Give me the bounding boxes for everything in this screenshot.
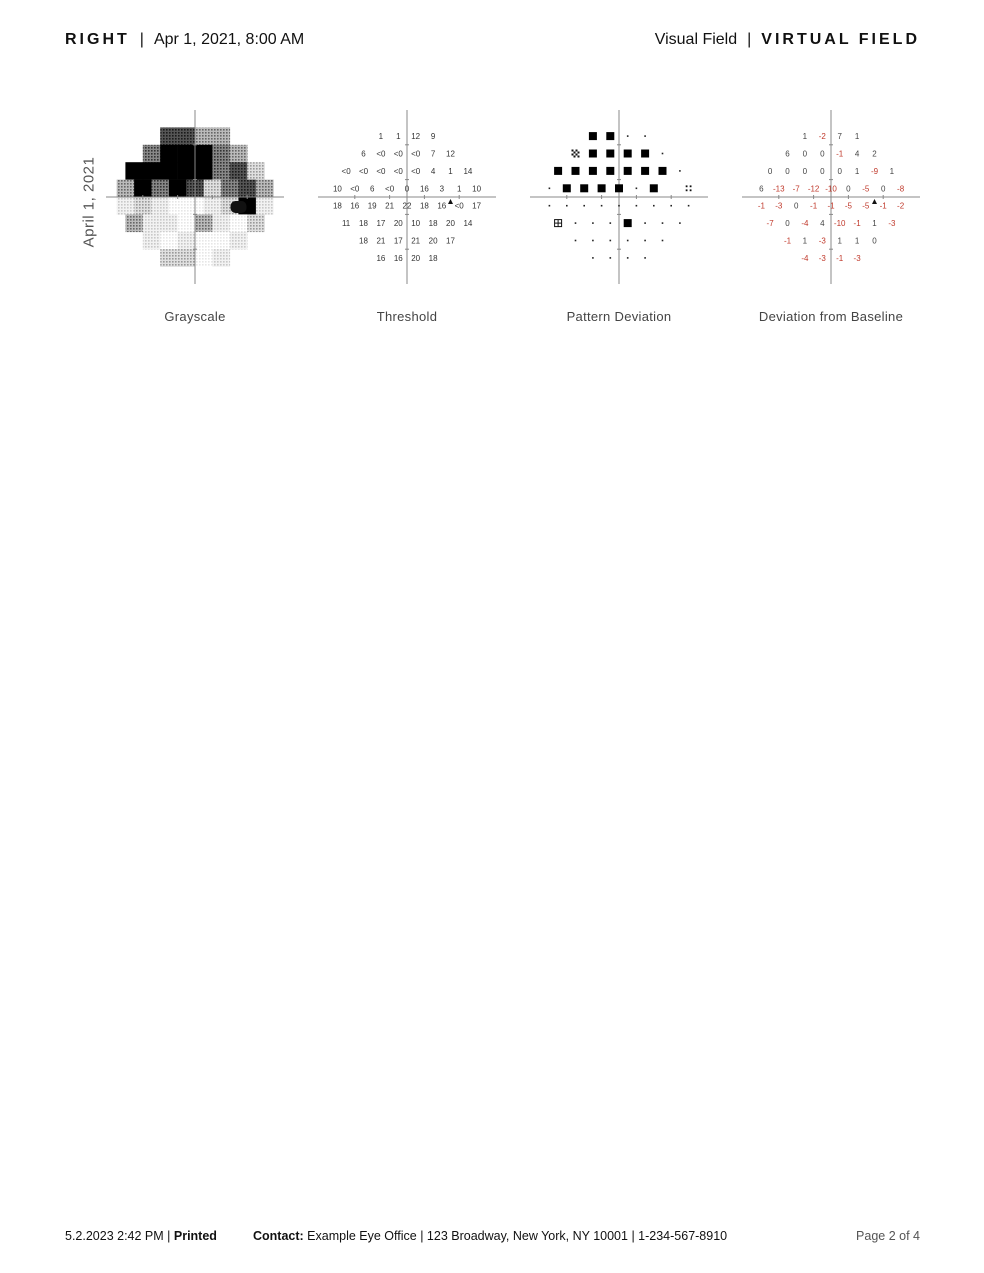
grayscale-cell bbox=[221, 180, 239, 198]
deviation-baseline-caption: Deviation from Baseline bbox=[758, 309, 904, 324]
probability-symbol-normal bbox=[575, 240, 577, 242]
symbol-cell bbox=[574, 152, 576, 154]
baseline-value: -5 bbox=[862, 201, 870, 211]
symbol-dot bbox=[686, 185, 688, 187]
printed-label: Printed bbox=[173, 1229, 217, 1243]
threshold-value: 3 bbox=[439, 184, 445, 194]
threshold-value: <0 bbox=[385, 184, 395, 194]
probability-symbol-normal bbox=[618, 205, 620, 207]
grayscale-cell bbox=[160, 127, 178, 145]
grayscale-cell bbox=[143, 145, 161, 163]
probability-symbol-p05 bbox=[572, 167, 580, 175]
grayscale-cell bbox=[212, 145, 230, 163]
baseline-value: -4 bbox=[801, 219, 809, 229]
grayscale-cell bbox=[204, 197, 222, 215]
grayscale-cell bbox=[178, 145, 196, 163]
threshold-value: 9 bbox=[430, 132, 436, 142]
baseline-value: -1 bbox=[879, 201, 887, 211]
baseline-value: -1 bbox=[783, 236, 792, 246]
symbol-dot bbox=[690, 185, 692, 187]
probability-symbol-p05 bbox=[659, 167, 667, 175]
probability-symbol-normal bbox=[662, 222, 664, 224]
threshold-value: 1 bbox=[456, 184, 462, 194]
baseline-value: 0 bbox=[846, 184, 851, 194]
header-right bbox=[655, 30, 920, 50]
threshold-value: 12 bbox=[411, 132, 421, 142]
threshold-value: 16 bbox=[376, 253, 386, 263]
grayscale-cell bbox=[160, 232, 178, 250]
threshold-value: 1 bbox=[378, 132, 384, 142]
probability-symbol-normal bbox=[627, 135, 629, 137]
probability-symbol-normal bbox=[592, 222, 594, 224]
pattern-deviation-caption: Pattern Deviation bbox=[566, 309, 672, 324]
grayscale-cell bbox=[212, 214, 230, 232]
pattern-deviation-plot bbox=[530, 108, 708, 286]
baseline-value: 0 bbox=[880, 184, 886, 194]
probability-symbol-normal bbox=[688, 205, 690, 207]
probability-symbol-normal bbox=[679, 170, 681, 172]
threshold-value: <0 bbox=[358, 166, 369, 176]
threshold-value: 12 bbox=[446, 149, 455, 159]
baseline-value: 0 bbox=[785, 219, 790, 229]
grayscale-cell bbox=[212, 232, 230, 250]
probability-symbol-p05 bbox=[641, 167, 649, 175]
baseline-value: -4 bbox=[801, 253, 809, 263]
probability-symbol-p05 bbox=[554, 167, 562, 175]
symbol-dot bbox=[686, 189, 688, 191]
threshold-value: 6 bbox=[369, 184, 375, 194]
grayscale-cell bbox=[256, 197, 274, 215]
threshold-value: 18 bbox=[359, 236, 368, 246]
threshold-value: 20 bbox=[411, 253, 421, 263]
baseline-value: 1 bbox=[854, 166, 860, 176]
probability-symbol-p1 bbox=[572, 150, 580, 158]
baseline-value: -10 bbox=[825, 184, 837, 194]
probability-symbol-p05 bbox=[606, 150, 614, 158]
probability-symbol-p05 bbox=[589, 167, 597, 175]
baseline-value: -1 bbox=[836, 253, 844, 263]
grayscale-cell bbox=[212, 127, 230, 145]
probability-symbol-p05 bbox=[606, 132, 614, 140]
baseline-value: -5 bbox=[862, 184, 870, 194]
page-number: Page 2 of 4 bbox=[856, 1229, 920, 1243]
baseline-value: -1 bbox=[827, 201, 835, 211]
baseline-value: 1 bbox=[837, 236, 842, 246]
threshold-value: <0 bbox=[376, 166, 386, 176]
threshold-value: 0 bbox=[404, 184, 410, 194]
probability-symbol-normal bbox=[627, 257, 629, 259]
probability-symbol-normal bbox=[653, 205, 655, 207]
grayscale-cell bbox=[195, 249, 213, 267]
probability-symbol-normal bbox=[644, 222, 646, 224]
grayscale-cell bbox=[143, 232, 161, 250]
grayscale-cell bbox=[178, 249, 196, 267]
baseline-value: 6 bbox=[759, 184, 764, 194]
probability-symbol-p2 bbox=[555, 220, 562, 227]
threshold-value: <0 bbox=[411, 149, 421, 159]
symbol-dot bbox=[690, 189, 692, 191]
probability-symbol-normal bbox=[549, 188, 551, 190]
baseline-value: 0 bbox=[785, 166, 790, 176]
baseline-value: 0 bbox=[793, 201, 799, 211]
baseline-value: -8 bbox=[897, 184, 905, 194]
threshold-value: <0 bbox=[454, 201, 464, 211]
baseline-value: -10 bbox=[833, 219, 846, 229]
probability-symbol-normal bbox=[662, 240, 664, 242]
threshold-value: 10 bbox=[332, 184, 342, 194]
baseline-value: -13 bbox=[773, 184, 785, 194]
grayscale-cell bbox=[178, 214, 196, 232]
baseline-value: -1 bbox=[853, 219, 861, 229]
grayscale-cell bbox=[169, 180, 187, 198]
threshold-value: 16 bbox=[393, 253, 403, 263]
probability-symbol-normal bbox=[592, 240, 594, 242]
baseline-value: 7 bbox=[837, 132, 842, 142]
threshold-value: 4 bbox=[430, 166, 436, 176]
probability-symbol-p05 bbox=[589, 132, 597, 140]
grayscale-cell bbox=[152, 197, 170, 215]
grayscale-cell bbox=[178, 162, 196, 180]
threshold-value: 16 bbox=[350, 201, 360, 211]
probability-symbol-normal bbox=[627, 240, 629, 242]
baseline-value: 4 bbox=[854, 149, 860, 159]
deviation-from-baseline-plot bbox=[742, 108, 920, 286]
symbol-cell bbox=[576, 150, 578, 152]
grayscale-cell bbox=[178, 127, 196, 145]
baseline-value: -3 bbox=[818, 253, 826, 263]
grayscale-cell bbox=[125, 162, 143, 180]
grayscale-cell bbox=[169, 197, 187, 215]
baseline-value: -2 bbox=[897, 201, 905, 211]
symbol-cell bbox=[572, 150, 574, 152]
baseline-value: -12 bbox=[807, 184, 820, 194]
exam-date-vertical-label: April 1, 2021 bbox=[80, 156, 98, 248]
baseline-value: 1 bbox=[802, 236, 808, 246]
baseline-value: -1 bbox=[810, 201, 818, 211]
threshold-plot bbox=[318, 108, 496, 286]
threshold-value: 6 bbox=[361, 149, 366, 159]
symbol-cell bbox=[576, 154, 578, 156]
grayscale-plot bbox=[106, 108, 284, 286]
contact-text: Example Eye Office | 123 Broadway, New York, NY 10001 | 1-234-567-8910 bbox=[303, 1229, 728, 1243]
baseline-value: 0 bbox=[802, 166, 808, 176]
grayscale-cell bbox=[204, 180, 222, 198]
grayscale-blind-spot bbox=[231, 201, 247, 213]
grayscale-cell bbox=[143, 214, 161, 232]
grayscale-cell bbox=[239, 180, 257, 198]
baseline-value: 1 bbox=[802, 132, 808, 142]
threshold-value: 1 bbox=[396, 132, 401, 142]
probability-symbol-p05 bbox=[580, 184, 588, 192]
probability-symbol-p05 bbox=[624, 219, 632, 227]
threshold-value: <0 bbox=[411, 166, 421, 176]
threshold-value: <0 bbox=[393, 149, 403, 159]
baseline-value: 1 bbox=[854, 132, 860, 142]
probability-symbol-normal bbox=[549, 205, 551, 207]
threshold-value: 17 bbox=[446, 236, 455, 246]
probability-symbol-normal bbox=[644, 240, 646, 242]
baseline-value: 0 bbox=[767, 166, 773, 176]
blind-spot-marker bbox=[872, 199, 877, 204]
probability-symbol-normal bbox=[636, 188, 638, 190]
baseline-value: 4 bbox=[820, 219, 825, 229]
header-separator: | bbox=[747, 31, 752, 48]
threshold-value: 18 bbox=[419, 201, 429, 211]
threshold-value: 20 bbox=[393, 219, 403, 229]
grayscale-cell bbox=[195, 232, 213, 250]
probability-symbol-p05 bbox=[606, 167, 614, 175]
probability-symbol-p5 bbox=[686, 185, 692, 191]
grayscale-cell bbox=[247, 162, 265, 180]
probability-symbol-p05 bbox=[650, 184, 658, 192]
threshold-value: 18 bbox=[428, 253, 438, 263]
threshold-value: 17 bbox=[472, 201, 482, 211]
baseline-value: 1 bbox=[889, 166, 895, 176]
threshold-value: 21 bbox=[376, 236, 386, 246]
grayscale-cell bbox=[143, 162, 161, 180]
grayscale-cell bbox=[178, 232, 196, 250]
grayscale-cell bbox=[247, 214, 265, 232]
grayscale-cell bbox=[256, 180, 274, 198]
grayscale-cell bbox=[212, 249, 230, 267]
grayscale-cell bbox=[125, 214, 143, 232]
threshold-value: 20 bbox=[428, 236, 438, 246]
baseline-value: -1 bbox=[836, 149, 844, 159]
threshold-value: 17 bbox=[393, 236, 403, 246]
baseline-value: -3 bbox=[853, 253, 861, 263]
probability-symbol-p05 bbox=[589, 150, 597, 158]
probability-symbol-normal bbox=[583, 205, 585, 207]
baseline-value: 1 bbox=[872, 219, 877, 229]
grayscale-cell bbox=[195, 162, 213, 180]
probability-symbol-normal bbox=[592, 257, 594, 259]
grayscale-cell bbox=[195, 127, 213, 145]
grayscale-cell bbox=[134, 180, 152, 198]
probability-symbol-normal bbox=[566, 205, 568, 207]
baseline-value: 0 bbox=[820, 166, 825, 176]
threshold-value: 19 bbox=[367, 201, 377, 211]
baseline-value: -9 bbox=[870, 166, 879, 176]
baseline-value: -3 bbox=[775, 201, 783, 211]
baseline-value: -7 bbox=[792, 184, 800, 194]
probability-symbol-normal bbox=[644, 257, 646, 259]
grayscale-cell bbox=[160, 214, 178, 232]
grayscale-cell bbox=[152, 180, 170, 198]
baseline-value: -2 bbox=[818, 132, 826, 142]
probability-symbol-normal bbox=[670, 205, 672, 207]
baseline-value: 1 bbox=[854, 236, 860, 246]
probability-symbol-normal bbox=[610, 257, 612, 259]
threshold-value: <0 bbox=[376, 149, 386, 159]
baseline-value: 0 bbox=[820, 149, 825, 159]
threshold-value: 7 bbox=[430, 149, 436, 159]
probability-symbol-p05 bbox=[615, 184, 623, 192]
threshold-value: 22 bbox=[402, 201, 412, 211]
probability-symbol-normal bbox=[601, 205, 603, 207]
probability-symbol-p05 bbox=[641, 150, 649, 158]
grayscale-cell bbox=[160, 145, 178, 163]
threshold-value: 18 bbox=[332, 201, 342, 211]
product-name: VIRTUAL FIELD bbox=[761, 31, 920, 48]
grayscale-cell bbox=[212, 162, 230, 180]
threshold-value: 18 bbox=[428, 219, 438, 229]
probability-symbol-normal bbox=[636, 205, 638, 207]
blind-spot-marker bbox=[448, 199, 453, 204]
threshold-value: 18 bbox=[359, 219, 368, 229]
grayscale-cell bbox=[230, 145, 248, 163]
threshold-value: 21 bbox=[385, 201, 395, 211]
threshold-value: 14 bbox=[463, 166, 473, 176]
threshold-value: <0 bbox=[393, 166, 403, 176]
grayscale-cell bbox=[195, 145, 213, 163]
header-separator: | bbox=[139, 31, 144, 48]
baseline-value: -5 bbox=[844, 201, 852, 211]
baseline-value: -7 bbox=[766, 219, 774, 229]
baseline-value: -3 bbox=[818, 236, 826, 246]
threshold-value: 1 bbox=[448, 166, 453, 176]
baseline-value: 6 bbox=[785, 149, 790, 159]
grayscale-cell bbox=[230, 214, 248, 232]
threshold-value: 14 bbox=[463, 219, 473, 229]
probability-symbol-normal bbox=[610, 240, 612, 242]
probability-symbol-p05 bbox=[624, 167, 632, 175]
contact-label: Contact: bbox=[253, 1229, 304, 1243]
baseline-value: -3 bbox=[888, 219, 896, 229]
probability-symbol-p05 bbox=[598, 184, 606, 192]
baseline-value: -1 bbox=[757, 201, 765, 211]
probability-symbol-normal bbox=[662, 153, 664, 155]
probability-symbol-p05 bbox=[624, 150, 632, 158]
probability-symbol-normal bbox=[644, 135, 646, 137]
grayscale-cell bbox=[160, 162, 178, 180]
symbol-cell bbox=[578, 152, 580, 154]
threshold-value: 16 bbox=[419, 184, 429, 194]
probability-symbol-normal bbox=[610, 222, 612, 224]
header-left bbox=[65, 30, 304, 50]
baseline-value: 0 bbox=[837, 166, 842, 176]
printed-datetime: 5.2.2023 2:42 PM | bbox=[65, 1229, 174, 1243]
baseline-value: 0 bbox=[872, 236, 877, 246]
threshold-caption: Threshold bbox=[376, 309, 438, 324]
grayscale-caption: Grayscale bbox=[164, 309, 226, 324]
threshold-value: <0 bbox=[350, 184, 360, 194]
symbol-cell bbox=[572, 154, 574, 156]
symbol-cell bbox=[574, 156, 576, 158]
grayscale-cell bbox=[117, 180, 135, 198]
grayscale-cell bbox=[195, 214, 213, 232]
threshold-value: 10 bbox=[472, 184, 482, 194]
threshold-value: 20 bbox=[446, 219, 455, 229]
threshold-value: 10 bbox=[411, 219, 421, 229]
probability-symbol-normal bbox=[679, 222, 681, 224]
eye-label: RIGHT bbox=[65, 31, 130, 48]
grayscale-cell bbox=[117, 197, 135, 215]
symbol-cell bbox=[578, 156, 580, 158]
threshold-value: 21 bbox=[411, 236, 421, 246]
baseline-value: 2 bbox=[872, 149, 877, 159]
grayscale-cell bbox=[230, 232, 248, 250]
grayscale-cell bbox=[134, 197, 152, 215]
grayscale-cell bbox=[230, 162, 248, 180]
grayscale-cell bbox=[160, 249, 178, 267]
test-name: Visual Field bbox=[654, 31, 738, 48]
threshold-value: <0 bbox=[341, 166, 351, 176]
threshold-value: 17 bbox=[376, 219, 386, 229]
exam-datetime: Apr 1, 2021, 8:00 AM bbox=[153, 31, 305, 48]
probability-symbol-normal bbox=[575, 222, 577, 224]
threshold-value: 11 bbox=[341, 219, 351, 229]
probability-symbol-p05 bbox=[563, 184, 571, 192]
baseline-value: 0 bbox=[802, 149, 808, 159]
footer-contact bbox=[253, 1229, 727, 1243]
threshold-value: 16 bbox=[437, 201, 447, 211]
footer-printed bbox=[65, 1229, 217, 1243]
